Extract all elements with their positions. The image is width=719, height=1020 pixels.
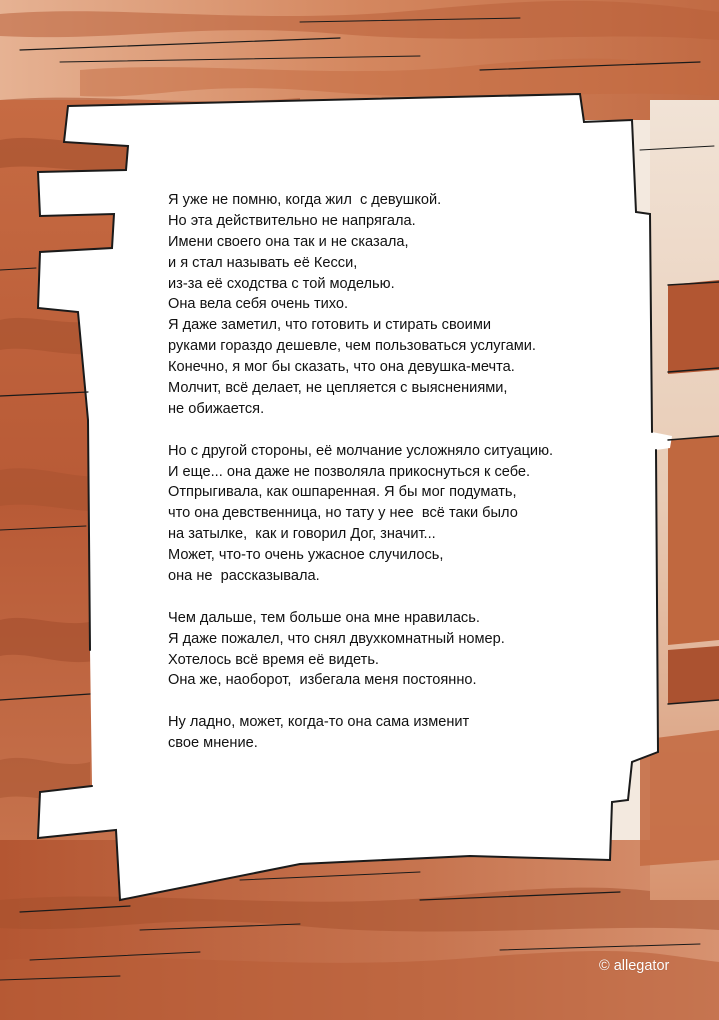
text-line: она не рассказывала. [168, 568, 320, 585]
text-line: Я уже не помню, когда жил с девушкой. [168, 192, 442, 208]
text-line: Но эта действительно не напрягала. [168, 212, 416, 229]
text-line: Я даже заметил, что готовить и стирать своими [168, 317, 491, 334]
text-line: Ну ладно, может, когда-то она сама изменит [168, 714, 470, 731]
text-line: Конечно, я мог бы сказать, что она девушка-мечта. [168, 359, 515, 376]
text-line: из-за её сходства с той моделью. [168, 275, 395, 292]
text-line: на затылке, как и говорил Дог, значит... [168, 526, 436, 543]
text-line: Отпрыгивала, как ошпаренная. Я бы мог подумать, [168, 484, 517, 501]
text-line: и я стал называть её Кесси, [168, 254, 358, 271]
story-text [168, 190, 638, 754]
paint-band-bottom [0, 840, 719, 1020]
paragraph-gap [168, 587, 638, 608]
paragraph-gap [168, 691, 638, 712]
text-line: Имени своего она так и не сказала, [168, 233, 409, 250]
text-line: руками гораздо дешевле, чем пользоваться услугами. [168, 338, 536, 355]
text-line: Она вела себя очень тихо. [168, 296, 349, 313]
text-line: Может, что-то очень ужасное случилось, [168, 547, 444, 564]
text-line: что она девственница, но тату у нее всё таки было [168, 505, 518, 522]
text-line: Чем дальше, тем больше она мне нравилась. [168, 609, 480, 626]
text-line: Она же, наоборот, избегала меня постоянно. [168, 672, 477, 689]
text-line: Хотелось всё время её видеть. [168, 651, 379, 668]
text-line: свое мнение. [168, 735, 258, 752]
paragraph-gap [168, 420, 638, 441]
text-line: Но с другой стороны, её молчание усложняло ситуацию. [168, 442, 554, 459]
text-line: Я даже пожалел, что снял двухкомнатный номер. [168, 630, 505, 647]
text-line: И еще... она даже не позволяла прикоснуться к себе. [168, 463, 531, 480]
copyright-signature: © allegator [599, 958, 670, 974]
text-line: не обижается. [168, 400, 265, 417]
text-line: Молчит, всё делает, не цепляется с выяснениями, [168, 380, 508, 397]
